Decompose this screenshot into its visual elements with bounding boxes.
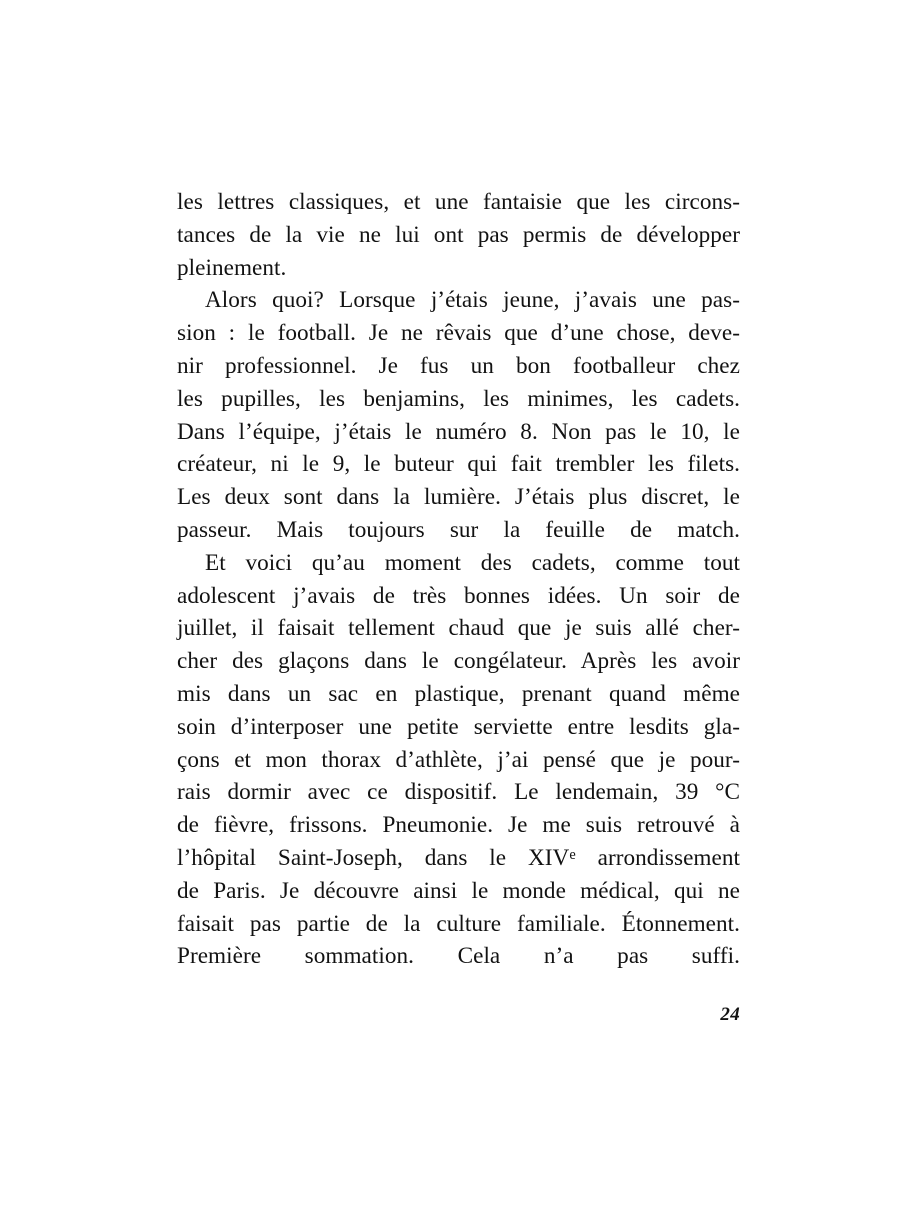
text-line: les lettres classiques, et une fantaisie que les circons-	[177, 189, 740, 215]
text-line: créateur, ni le 9, le buteur qui fait trembler les filets.	[177, 451, 740, 478]
text-line: nir professionnel. Je fus un bon footballeur chez	[177, 352, 740, 379]
text-line: mis dans un sac en plastique, prenant quand même	[177, 680, 740, 707]
text-line: Alors quoi? Lorsque j’étais jeune, j’avais une pas-	[205, 287, 740, 314]
text-line: passeur. Mais toujours sur la feuille de match.	[177, 516, 740, 543]
text-line: çons et mon thorax d’athlète, j’ai pensé que je pour-	[177, 746, 740, 773]
text-line: juillet, il faisait tellement chaud que je suis allé cher-	[177, 615, 740, 642]
text-line: Les deux sont dans la lumière. J’étais plus discret, le	[177, 484, 740, 511]
ordinal-suffix: e	[569, 846, 576, 863]
text-line: rais dormir avec ce dispositif. Le lendemain, 39 °C	[177, 779, 740, 806]
page-number: 24	[720, 1004, 740, 1025]
text-line-ordinal: l’hôpital Saint-Joseph, dans le XIVe arrondissement	[177, 844, 740, 871]
text-line: faisait pas partie de la culture familiale. Étonnement.	[177, 910, 740, 937]
text-line: tances de la vie ne lui ont pas permis de développer	[177, 221, 740, 248]
text-line: cher des glaçons dans le congélateur. Après les avoir	[177, 648, 740, 675]
text-line: Première sommation. Cela n’a pas suffi.	[177, 943, 740, 970]
text-line: de Paris. Je découvre ainsi le monde médical, qui ne	[177, 877, 740, 904]
body-text	[177, 186, 740, 973]
text-line: Dans l’équipe, j’étais le numéro 8. Non pas le 10, le	[177, 418, 740, 445]
paragraph-2	[177, 284, 740, 546]
text-line: pleinement.	[177, 254, 287, 281]
text-line: soin d’interposer une petite serviette entre lesdits gla-	[177, 713, 740, 740]
text-line: les pupilles, les benjamins, les minimes, les cadets.	[177, 385, 740, 412]
text-line: sion : le football. Je ne rêvais que d’une chose, deve-	[177, 320, 740, 347]
text-line: Et voici qu’au moment des cadets, comme tout	[205, 549, 740, 576]
text-line: adolescent j’avais de très bonnes idées. Un soir de	[177, 582, 740, 609]
text-line: de fièvre, frissons. Pneumonie. Je me suis retrouvé à	[177, 812, 740, 839]
paragraph-3	[177, 547, 740, 973]
paragraph-1	[177, 186, 740, 284]
